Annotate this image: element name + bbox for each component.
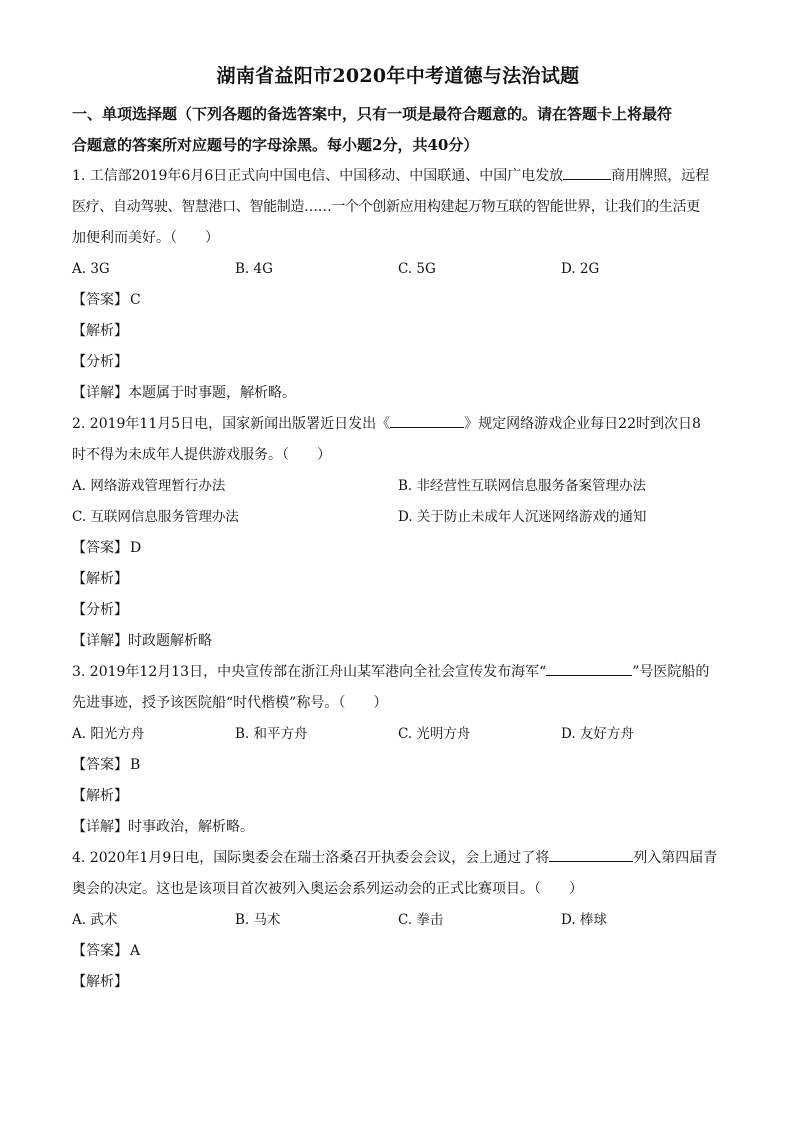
option-a[interactable]: A. 阳光方舟 [72,726,145,742]
answer-blank [390,413,464,428]
detail-row [72,626,724,657]
answer-value: B [130,757,141,773]
question-4-options [72,905,724,936]
option-b[interactable]: B. 4G [235,261,273,277]
fenxi-label: 分析 [86,602,114,618]
answer-value: A [130,943,141,959]
detail-label: 详解 [86,385,114,401]
bracket-right: 】 [114,323,128,339]
option-c[interactable]: C. 光明方舟 [398,726,471,742]
detail-text: 时事政治，解析略。 [128,819,254,835]
question-3 [72,657,724,843]
bracket-right: 】 [114,571,128,587]
bracket-left: 【 [72,354,86,370]
question-2-options-row-1 [72,471,724,502]
fenxi-label: 分析 [86,354,114,370]
bracket-left: 【 [72,571,86,587]
option-b[interactable]: B. 和平方舟 [235,726,308,742]
bracket-right: 】 [114,385,128,401]
option-d[interactable]: D. 友好方舟 [561,726,634,742]
option-b[interactable]: B. 马术 [235,912,281,928]
bracket-left: 【 [72,788,86,804]
answer-blank [546,661,632,676]
option-d[interactable]: D. 2G [561,261,600,277]
answer-label: 答案 [86,757,114,773]
bracket-left: 【 [72,633,86,649]
analysis-row [72,564,724,595]
question-2-options-row-2 [72,502,724,533]
analysis-label: 解析 [86,323,114,339]
bracket-right: 】 [114,974,128,990]
bracket-left: 【 [72,819,86,835]
option-d[interactable]: D. 关于防止未成年人沉迷网络游戏的通知 [398,509,647,525]
section-heading-line-1: 一、单项选择题（下列各题的备选答案中，只有一项是最符合题意的。请在答题卡上将最符 [72,105,673,123]
answer-blank [563,165,611,180]
question-1-stem-line-2: 医疗、自动驾驶、智慧港口、智能制造……一个个创新应用构建起万物互联的智能世界，让我们的生活更 [72,199,700,215]
detail-text: 时政题解析略 [128,633,212,649]
bracket-right: 】 [114,292,128,308]
detail-label: 详解 [86,819,114,835]
question-4-stem [72,843,724,874]
bracket-left: 【 [72,292,86,308]
analysis-row [72,781,724,812]
bracket-right: 】 [114,540,128,556]
bracket-left: 【 [72,974,86,990]
answer-blank [549,847,633,862]
section-heading-line-2: 合题意的答案所对应题号的字母涂黑。每小题2分，共40分） [72,136,479,154]
bracket-left: 【 [72,323,86,339]
question-4-text-b: 列入第四届青 [633,850,718,866]
answer-label: 答案 [86,943,114,959]
option-d[interactable]: D. 棒球 [561,912,607,928]
question-3-text-a: 3. 2019年12月13日，中央宣传部在浙江舟山某军港向全社会宣传发布海军“ [72,664,547,680]
bracket-left: 【 [72,540,86,556]
document-page [72,62,724,998]
question-4-text-a: 4. 2020年1月9日电，国际奥委会在瑞士洛桑召开执委会会议，会上通过了将 [72,850,550,866]
question-3-text-b: ”号医院船的 [632,664,710,680]
question-3-stem [72,657,724,688]
bracket-right: 】 [114,757,128,773]
question-2-text-a: 2. 2019年11月5日电，国家新闻出版署近日发出《 [72,416,391,432]
bracket-right: 】 [114,819,128,835]
question-1-text-b: 商用牌照，远程 [611,168,710,184]
question-3-stem-line-2: 先进事迹，授予该医院船“时代楷模”称号。（ ） [72,695,388,711]
option-b[interactable]: B. 非经营性互联网信息服务备案管理办法 [398,478,647,494]
analysis-row [72,316,724,347]
detail-row [72,812,724,843]
question-4 [72,843,724,998]
fenxi-row [72,595,724,626]
bracket-left: 【 [72,602,86,618]
answer-row [72,285,724,316]
question-2-stem-line-2: 时不得为未成年人提供游戏服务。（ ） [72,447,331,463]
bracket-right: 】 [114,354,128,370]
answer-row [72,936,724,967]
option-c[interactable]: C. 5G [398,261,436,277]
question-2-stem [72,409,724,440]
page-title: 湖南省益阳市2020年中考道德与法治试题 [216,65,580,87]
answer-row [72,750,724,781]
bracket-right: 】 [114,602,128,618]
analysis-label: 解析 [86,788,114,804]
option-a[interactable]: A. 网络游戏管理暂行办法 [72,478,226,494]
analysis-label: 解析 [86,974,114,990]
detail-row [72,378,724,409]
analysis-row [72,967,724,998]
option-a[interactable]: A. 3G [72,261,110,277]
bracket-left: 【 [72,757,86,773]
answer-value: D [130,540,142,556]
answer-row [72,533,724,564]
detail-label: 详解 [86,633,114,649]
question-2 [72,409,724,657]
detail-text: 本题属于时事题，解析略。 [128,385,296,401]
question-1-text-a: 1. 工信部2019年6月6日正式向中国电信、中国移动、中国联通、中国广电发放 [72,168,564,184]
bracket-right: 】 [114,943,128,959]
bracket-right: 】 [114,788,128,804]
fenxi-row [72,347,724,378]
bracket-left: 【 [72,385,86,401]
question-3-options [72,719,724,750]
option-a[interactable]: A. 武术 [72,912,118,928]
question-1-stem-line-3: 加便利而美好。（ ） [72,230,219,246]
option-c[interactable]: C. 互联网信息服务管理办法 [72,509,239,525]
answer-label: 答案 [86,540,114,556]
question-4-stem-line-2: 奥会的决定。这也是该项目首次被列入奥运会系列运动会的正式比赛项目。（ ） [72,881,583,897]
bracket-left: 【 [72,943,86,959]
question-2-text-b: 》规定网络游戏企业每日22时到次日8 [464,416,701,432]
option-c[interactable]: C. 拳击 [398,912,444,928]
answer-label: 答案 [86,292,114,308]
answer-value: C [130,292,141,308]
question-1-options [72,254,724,285]
question-1-stem [72,161,724,192]
question-1 [72,161,724,409]
analysis-label: 解析 [86,571,114,587]
bracket-right: 】 [114,633,128,649]
